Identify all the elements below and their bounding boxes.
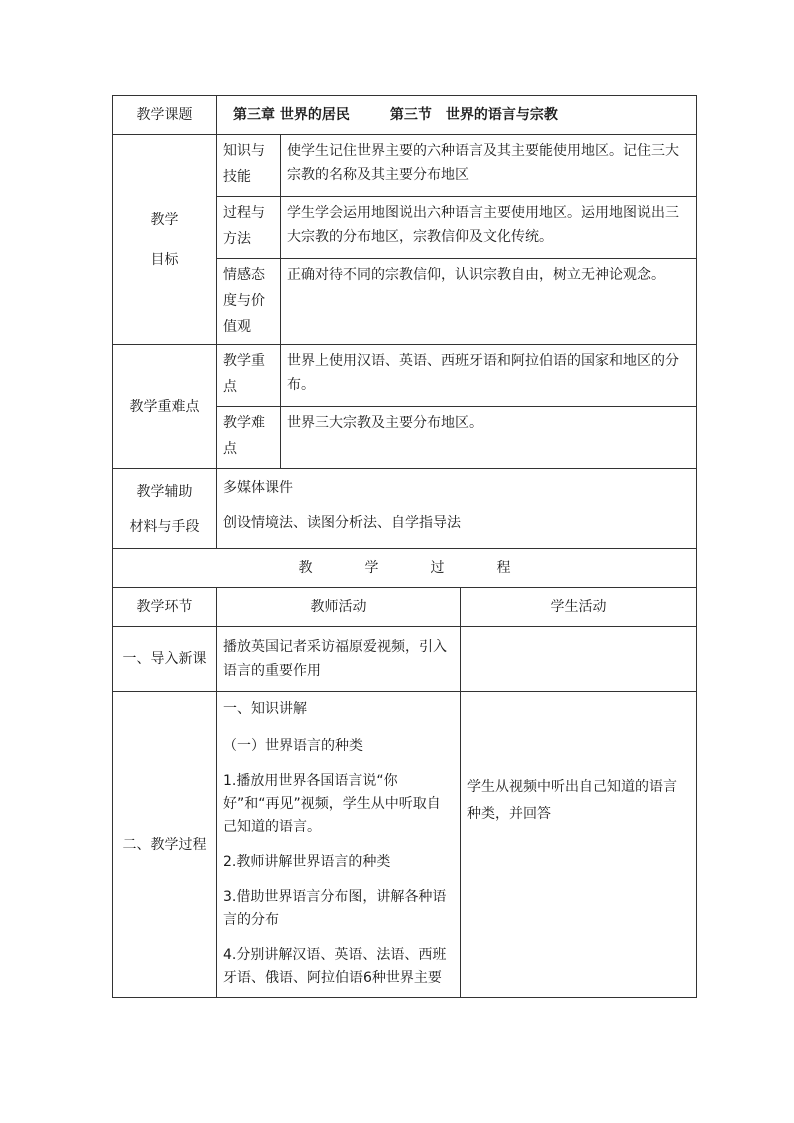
goal-content-method: 学生学会运用地图说出六种语言主要使用地区。运用地图说出三大宗教的分布地区，宗教信仰及文化传统。 bbox=[281, 197, 697, 259]
aids-label-line2: 材料与手段 bbox=[129, 518, 200, 535]
intro-teacher: 播放英国记者采访福原爱视频，引入语言的重要作用 bbox=[217, 627, 461, 692]
goal-sub-knowledge: 知识与技能 bbox=[217, 135, 281, 197]
col-header-teacher: 教师活动 bbox=[217, 588, 461, 627]
main-student: 学生从视频中听出自己知道的语言种类，并回答 bbox=[461, 692, 697, 998]
aids-label-line1: 教学辅助 bbox=[136, 483, 193, 500]
main-teacher bbox=[217, 692, 461, 998]
keypoint-row-focus bbox=[113, 345, 697, 407]
lesson-title bbox=[217, 96, 697, 135]
process-heading bbox=[113, 549, 697, 588]
process-heading-char: 过 bbox=[430, 560, 445, 576]
goal-content-attitude: 正确对待不同的宗教信仰，认识宗教自由，树立无神论观念。 bbox=[281, 259, 697, 345]
main-process-row bbox=[113, 692, 697, 998]
goals-label-line1: 教学 bbox=[150, 211, 179, 228]
keypoint-content-difficulty: 世界三大宗教及主要分布地区。 bbox=[281, 407, 697, 469]
lesson-plan-table bbox=[112, 95, 697, 998]
goal-sub-attitude: 情感态度与价值观 bbox=[217, 259, 281, 345]
goals-label-line2: 目标 bbox=[150, 251, 179, 268]
intro-row bbox=[113, 627, 697, 692]
aids-content bbox=[217, 469, 697, 549]
section-title: 第三节 世界的语言与宗教 bbox=[389, 107, 558, 123]
goals-label bbox=[113, 135, 217, 345]
teacher-step: 1.播放用世界各国语言说“你好”和“再见”视频，学生从中听取自己知道的语言。 bbox=[223, 773, 441, 835]
aids-media: 多媒体课件 bbox=[223, 480, 293, 496]
process-heading-char: 教 bbox=[298, 560, 313, 576]
aids-label bbox=[113, 469, 217, 549]
aids-methods: 创设情境法、读图分析法、自学指导法 bbox=[223, 515, 461, 531]
main-stage: 二、教学过程 bbox=[113, 692, 217, 998]
goal-sub-method: 过程与方法 bbox=[217, 197, 281, 259]
intro-student bbox=[461, 627, 697, 692]
keypoint-sub-focus: 教学重点 bbox=[217, 345, 281, 407]
teacher-step: 3.借助世界语言分布图，讲解各种语言的分布 bbox=[223, 889, 447, 928]
process-heading-char: 程 bbox=[496, 560, 511, 576]
teacher-step: 2.教师讲解世界语言的种类 bbox=[223, 854, 391, 870]
keypoint-content-focus: 世界上使用汉语、英语、西班牙语和阿拉伯语的国家和地区的分布。 bbox=[281, 345, 697, 407]
goal-row-knowledge bbox=[113, 135, 697, 197]
title-row bbox=[113, 96, 697, 135]
process-heading-row bbox=[113, 549, 697, 588]
chapter-title: 第三章 世界的居民 bbox=[233, 107, 350, 123]
process-heading-char: 学 bbox=[364, 560, 379, 576]
aids-row bbox=[113, 469, 697, 549]
col-header-stage: 教学环节 bbox=[113, 588, 217, 627]
col-header-student: 学生活动 bbox=[461, 588, 697, 627]
intro-stage: 一、导入新课 bbox=[113, 627, 217, 692]
topic-label: 教学课题 bbox=[113, 96, 217, 135]
teacher-step: （一）世界语言的种类 bbox=[223, 738, 363, 754]
teacher-step: 一、知识讲解 bbox=[223, 701, 307, 717]
teacher-step: 4.分别讲解汉语、英语、法语、西班牙语、俄语、阿拉伯语6种世界主要 bbox=[223, 947, 447, 986]
process-header-row bbox=[113, 588, 697, 627]
keypoint-sub-difficulty: 教学难点 bbox=[217, 407, 281, 469]
keypoints-label: 教学重难点 bbox=[113, 345, 217, 469]
goal-content-knowledge: 使学生记住世界主要的六种语言及其主要能使用地区。记住三大宗教的名称及其主要分布地区 bbox=[281, 135, 697, 197]
